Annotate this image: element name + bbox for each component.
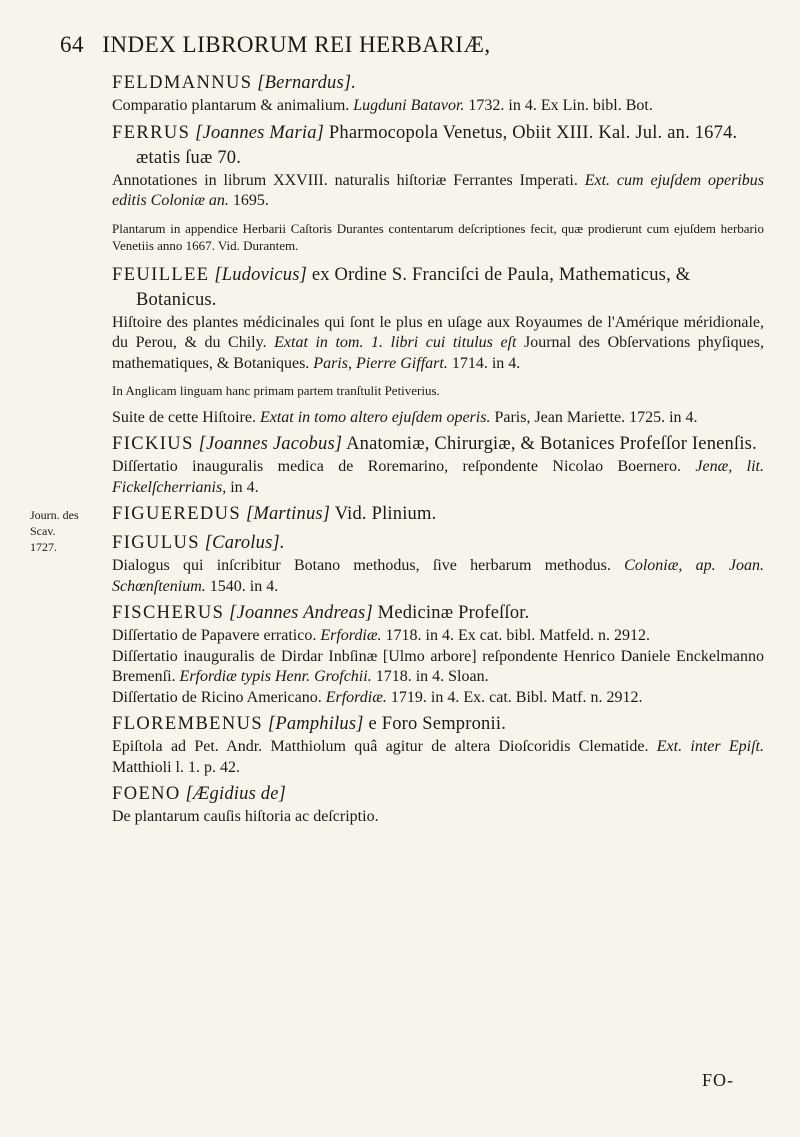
work-details: Matthioli l. 1. p. 42.: [112, 758, 240, 776]
work-details: Journal des Obſervations phyſiques, mathematiques, & Botaniques.: [112, 334, 765, 372]
work-details: 1714. in 4.: [447, 354, 521, 372]
entry-heading: [112, 432, 764, 457]
entry-heading: [112, 531, 764, 556]
work-imprint: Erfordiæ.: [320, 627, 382, 644]
author-surname: FISCHERUS: [112, 603, 225, 623]
margin-note-line: Scav.: [30, 524, 56, 538]
entry-heading: [112, 782, 764, 807]
index-entry: [112, 121, 764, 255]
entry-heading: [112, 121, 764, 171]
work-text: Epiſtola ad Pet. Andr. Matthiolum quâ agitur de altera Dioſcoridis Clematide.: [112, 738, 657, 755]
work-text: Dialogus qui inſcribitur Botano methodus, ſive herbarum methodus.: [112, 557, 625, 574]
work-details: 1718. in 4. Ex cat. bibl. Matfeld. n. 2912.: [381, 627, 650, 644]
work-imprint: Coloniæ, ap. Joan. Schœnſtenium.: [112, 557, 764, 595]
work-imprint: Ext. inter Epiſt.: [656, 738, 764, 755]
work-text: Suite de cette Hiſtoire.: [112, 408, 260, 426]
work-imprint: Paris, Pierre Giffart.: [313, 354, 448, 372]
work-details: 1540. in 4.: [205, 577, 279, 595]
author-given-name: [Joannes Maria]: [195, 122, 325, 143]
entry-note: Plantarum in appendice Herbarii Caſtoris Durantes contentarum deſcriptiones fecit, quæ prodierunt cum ejuſdem herbario Venetiis anno 1667. Vid. Durantem.: [112, 220, 764, 253]
author-given-name: [Bernardus].: [257, 73, 357, 93]
author-description: e Foro Sempronii.: [363, 714, 507, 734]
entry-heading: [112, 601, 764, 626]
author-surname: FEUILLEE: [112, 264, 210, 285]
work-imprint: Lugduni Batavor.: [353, 97, 465, 114]
author-surname: FIGULUS: [112, 533, 200, 553]
index-entry: [112, 71, 764, 117]
work-text: De plantarum cauſis hiſtoria ac deſcriptio.: [112, 808, 379, 825]
entry-work: [112, 556, 764, 597]
entry-work: [112, 626, 764, 647]
index-entry: [112, 531, 764, 597]
entry-work: [112, 457, 764, 498]
work-imprint: Extat in tom. 1. libri cui titulus eſt: [274, 334, 517, 351]
entry-work: [112, 807, 764, 828]
entry-work: [112, 737, 764, 778]
entry-heading: [112, 502, 764, 527]
margin-note-line: Journ. des: [30, 508, 79, 522]
index-entry: [112, 712, 764, 778]
author-description: ex Ordine S. Franciſci de Paula, Mathematicus, & Botanicus.: [136, 264, 691, 310]
work-imprint: Jenæ, lit. Fickelſcherrianis,: [112, 458, 764, 496]
author-surname: FIGUEREDUS: [112, 504, 242, 524]
work-text: Hiſtoire des plantes médicinales qui ſont le plus en uſage aux Royaumes de l'Amérique méridionale, du Perou, & du Chily.: [112, 313, 764, 351]
entry-work: [112, 96, 764, 117]
index-entry: [112, 782, 764, 828]
entry-heading: [112, 263, 764, 313]
page-header: [60, 32, 760, 58]
work-details: in 4.: [226, 478, 259, 496]
index-entry: [112, 601, 764, 708]
author-given-name: [Joannes Jacobus]: [198, 434, 343, 454]
author-given-name: [Martinus]: [245, 504, 331, 524]
work-details: 1719. in 4. Ex. cat. Bibl. Matf. n. 2912.: [386, 688, 643, 706]
author-given-name: [Pamphilus]: [267, 714, 364, 734]
entry-work: [112, 313, 764, 375]
author-given-name: [Joannes Andreas]: [229, 603, 373, 623]
entry-heading: [112, 712, 764, 737]
entry-work: [112, 647, 764, 688]
index-content: [112, 71, 764, 832]
running-title: INDEX LIBRORUM REI HERBARIÆ,: [102, 32, 491, 57]
work-imprint: Ext. cum ejuſdem operibus editis Coloniæ an.: [112, 171, 765, 209]
entry-note: In Anglicam linguam hanc primam partem tranſtulit Petiverius.: [112, 383, 440, 398]
work-details: 1695.: [228, 192, 269, 209]
author-given-name: [Ægidius de]: [185, 784, 287, 804]
author-given-name: [Ludovicus]: [214, 264, 307, 285]
entry-work: [112, 408, 764, 429]
author-surname: FICKIUS: [112, 434, 194, 454]
index-entry: [112, 263, 764, 429]
work-details: Paris, Jean Mariette. 1725. in 4.: [490, 408, 698, 426]
author-description: Pharmocopola Venetus, Obiit XIII. Kal. Jul. an. 1674. ætatis ſuæ 70.: [136, 122, 738, 168]
work-details: 1732. in 4. Ex Lin. bibl. Bot.: [464, 97, 653, 114]
entry-work: [112, 688, 764, 709]
author-given-name: [Carolus].: [204, 533, 285, 553]
work-imprint: Erfordiæ typis Henr. Grofchii.: [179, 668, 372, 685]
index-entry: [112, 502, 764, 527]
catchword: FO-: [702, 1070, 735, 1090]
author-surname: FOENO: [112, 784, 181, 804]
work-text: Diſſertatio de Papavere erratico.: [112, 627, 321, 644]
page-number: 64: [60, 32, 84, 57]
work-imprint: Erfordiæ.: [325, 688, 387, 706]
work-text: Comparatio plantarum & animalium.: [112, 97, 354, 114]
work-details: 1718. in 4. Sloan.: [371, 668, 489, 685]
work-text: Diſſertatio de Ricino Americano.: [112, 688, 326, 706]
author-surname: FELDMANNUS: [112, 73, 253, 93]
index-entry: [112, 432, 764, 498]
entry-work: [112, 171, 764, 212]
author-surname: FLOREMBENUS: [112, 714, 264, 734]
entry-heading: [112, 71, 764, 96]
author-description: Medicinæ Profeſſor.: [372, 603, 530, 623]
margin-note-line: 1727.: [30, 540, 57, 554]
author-description: Vid. Plinium.: [330, 504, 437, 524]
margin-note: [30, 507, 90, 555]
author-description: Anatomiæ, Chirurgiæ, & Botanices Profeſſor Ienenſis.: [342, 434, 757, 454]
work-text: Annotationes in librum XXVIII. naturalis hiſtoriæ Ferrantes Imperati.: [112, 171, 585, 189]
work-text: Diſſertatio inauguralis medica de Roremarino, reſpondente Nicolao Boernero.: [112, 458, 696, 475]
work-imprint: Extat in tomo altero ejuſdem operis.: [259, 408, 491, 426]
author-surname: FERRUS: [112, 122, 191, 143]
work-text: Diſſertatio inauguralis de Dirdar Inbſinæ [Ulmo arbore] reſpondente Henrico Daniele Enckelmanno Bremenſi.: [112, 647, 764, 685]
